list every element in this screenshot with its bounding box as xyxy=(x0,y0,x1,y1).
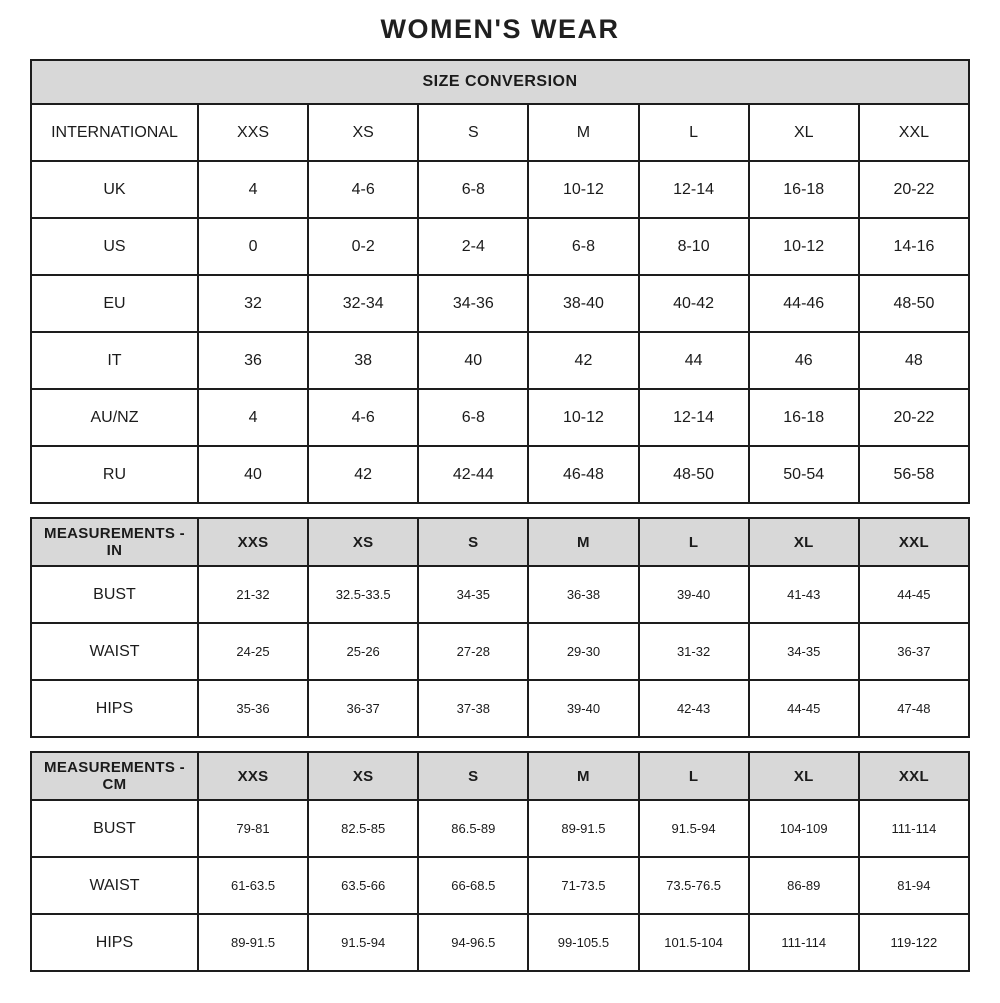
table-cell: 21-32 xyxy=(198,566,308,623)
table-cell: 36-38 xyxy=(528,566,638,623)
table-cell: 46 xyxy=(749,332,859,389)
table-cell: 35-36 xyxy=(198,680,308,737)
table-cell: 44-45 xyxy=(749,680,859,737)
size-conversion-table xyxy=(30,59,970,504)
table-cell: 40-42 xyxy=(639,275,749,332)
table-cell: 40 xyxy=(418,332,528,389)
row-label: WAIST xyxy=(31,623,198,680)
column-header: XS xyxy=(308,752,418,800)
table-cell: 31-32 xyxy=(639,623,749,680)
table-row xyxy=(31,446,969,503)
row-label: RU xyxy=(31,446,198,503)
row-label: WAIST xyxy=(31,857,198,914)
table-cell: 48 xyxy=(859,332,969,389)
table-cell: 4 xyxy=(198,161,308,218)
column-header: XL xyxy=(749,752,859,800)
table-row xyxy=(31,566,969,623)
table-cell: 73.5-76.5 xyxy=(639,857,749,914)
table-cell: 36-37 xyxy=(308,680,418,737)
table-cell: 16-18 xyxy=(749,389,859,446)
table-cell: 10-12 xyxy=(528,389,638,446)
table-row xyxy=(31,161,969,218)
column-header: XL xyxy=(749,518,859,566)
table-cell: 47-48 xyxy=(859,680,969,737)
column-header: M xyxy=(528,104,638,161)
table-cell: 42-44 xyxy=(418,446,528,503)
table-cell: 12-14 xyxy=(639,389,749,446)
column-header: L xyxy=(639,752,749,800)
row-label: AU/NZ xyxy=(31,389,198,446)
table-row xyxy=(31,218,969,275)
table-cell: 4-6 xyxy=(308,161,418,218)
table-cell: 34-35 xyxy=(418,566,528,623)
table-cell: 6-8 xyxy=(528,218,638,275)
table-cell: 12-14 xyxy=(639,161,749,218)
column-header: S xyxy=(418,104,528,161)
table-cell: 10-12 xyxy=(528,161,638,218)
table-cell: 37-38 xyxy=(418,680,528,737)
table-cell: 39-40 xyxy=(528,680,638,737)
table-cell: 34-36 xyxy=(418,275,528,332)
table-row xyxy=(31,623,969,680)
column-header: XXS xyxy=(198,104,308,161)
column-header: XXL xyxy=(859,104,969,161)
table-cell: 14-16 xyxy=(859,218,969,275)
table-cell: 86-89 xyxy=(749,857,859,914)
table-header-row xyxy=(31,752,969,800)
table-cell: 91.5-94 xyxy=(639,800,749,857)
measurements-in-table xyxy=(30,517,970,738)
row-label: HIPS xyxy=(31,680,198,737)
table-cell: 32-34 xyxy=(308,275,418,332)
table-cell: 119-122 xyxy=(859,914,969,971)
column-header: XXS xyxy=(198,752,308,800)
table-cell: 61-63.5 xyxy=(198,857,308,914)
table-cell: 36-37 xyxy=(859,623,969,680)
table-cell: 24-25 xyxy=(198,623,308,680)
row-label: BUST xyxy=(31,800,198,857)
table-cell: 82.5-85 xyxy=(308,800,418,857)
column-header: XXS xyxy=(198,518,308,566)
column-header: M xyxy=(528,752,638,800)
table-cell: 42-43 xyxy=(639,680,749,737)
table-cell: 6-8 xyxy=(418,161,528,218)
column-header-label: MEASUREMENTS - CM xyxy=(31,752,198,800)
table-cell: 44-46 xyxy=(749,275,859,332)
row-label: IT xyxy=(31,332,198,389)
table-cell: 0 xyxy=(198,218,308,275)
row-label: EU xyxy=(31,275,198,332)
table-cell: 44 xyxy=(639,332,749,389)
table-row xyxy=(31,275,969,332)
table-cell: 111-114 xyxy=(749,914,859,971)
table-cell: 89-91.5 xyxy=(198,914,308,971)
table-header-row xyxy=(31,104,969,161)
table-cell: 81-94 xyxy=(859,857,969,914)
table-cell: 63.5-66 xyxy=(308,857,418,914)
column-header: XL xyxy=(749,104,859,161)
table-cell: 4-6 xyxy=(308,389,418,446)
column-header: L xyxy=(639,104,749,161)
column-header-label: MEASUREMENTS - IN xyxy=(31,518,198,566)
table-cell: 36 xyxy=(198,332,308,389)
table-cell: 86.5-89 xyxy=(418,800,528,857)
column-header: XS xyxy=(308,518,418,566)
table-cell: 41-43 xyxy=(749,566,859,623)
table-cell: 20-22 xyxy=(859,389,969,446)
table-cell: 94-96.5 xyxy=(418,914,528,971)
table-cell: 101.5-104 xyxy=(639,914,749,971)
measurements-cm-table xyxy=(30,751,970,972)
table-cell: 32 xyxy=(198,275,308,332)
section-title: SIZE CONVERSION xyxy=(31,60,969,104)
table-cell: 48-50 xyxy=(639,446,749,503)
table-cell: 91.5-94 xyxy=(308,914,418,971)
table-cell: 40 xyxy=(198,446,308,503)
table-cell: 38 xyxy=(308,332,418,389)
row-label: US xyxy=(31,218,198,275)
table-cell: 2-4 xyxy=(418,218,528,275)
table-cell: 71-73.5 xyxy=(528,857,638,914)
table-cell: 27-28 xyxy=(418,623,528,680)
column-header: S xyxy=(418,752,528,800)
page-title: WOMEN'S WEAR xyxy=(380,14,620,44)
table-row xyxy=(31,332,969,389)
row-label: UK xyxy=(31,161,198,218)
table-row xyxy=(31,800,969,857)
column-header-label: INTERNATIONAL xyxy=(31,104,198,161)
table-banner-row xyxy=(31,60,969,104)
table-cell: 4 xyxy=(198,389,308,446)
column-header: L xyxy=(639,518,749,566)
table-cell: 6-8 xyxy=(418,389,528,446)
table-cell: 111-114 xyxy=(859,800,969,857)
table-cell: 10-12 xyxy=(749,218,859,275)
table-cell: 20-22 xyxy=(859,161,969,218)
column-header: M xyxy=(528,518,638,566)
table-cell: 25-26 xyxy=(308,623,418,680)
table-cell: 48-50 xyxy=(859,275,969,332)
table-cell: 29-30 xyxy=(528,623,638,680)
table-header-row xyxy=(31,518,969,566)
table-cell: 44-45 xyxy=(859,566,969,623)
table-cell: 56-58 xyxy=(859,446,969,503)
table-cell: 8-10 xyxy=(639,218,749,275)
table-row xyxy=(31,914,969,971)
table-cell: 42 xyxy=(308,446,418,503)
row-label: HIPS xyxy=(31,914,198,971)
table-cell: 38-40 xyxy=(528,275,638,332)
table-cell: 39-40 xyxy=(639,566,749,623)
table-row xyxy=(31,680,969,737)
table-cell: 42 xyxy=(528,332,638,389)
table-cell: 16-18 xyxy=(749,161,859,218)
table-cell: 46-48 xyxy=(528,446,638,503)
table-cell: 99-105.5 xyxy=(528,914,638,971)
column-header: XXL xyxy=(859,518,969,566)
table-row xyxy=(31,389,969,446)
table-cell: 104-109 xyxy=(749,800,859,857)
table-cell: 89-91.5 xyxy=(528,800,638,857)
table-cell: 34-35 xyxy=(749,623,859,680)
row-label: BUST xyxy=(31,566,198,623)
table-row xyxy=(31,857,969,914)
table-cell: 32.5-33.5 xyxy=(308,566,418,623)
column-header: XS xyxy=(308,104,418,161)
table-cell: 79-81 xyxy=(198,800,308,857)
column-header: S xyxy=(418,518,528,566)
table-cell: 0-2 xyxy=(308,218,418,275)
column-header: XXL xyxy=(859,752,969,800)
table-cell: 66-68.5 xyxy=(418,857,528,914)
table-cell: 50-54 xyxy=(749,446,859,503)
